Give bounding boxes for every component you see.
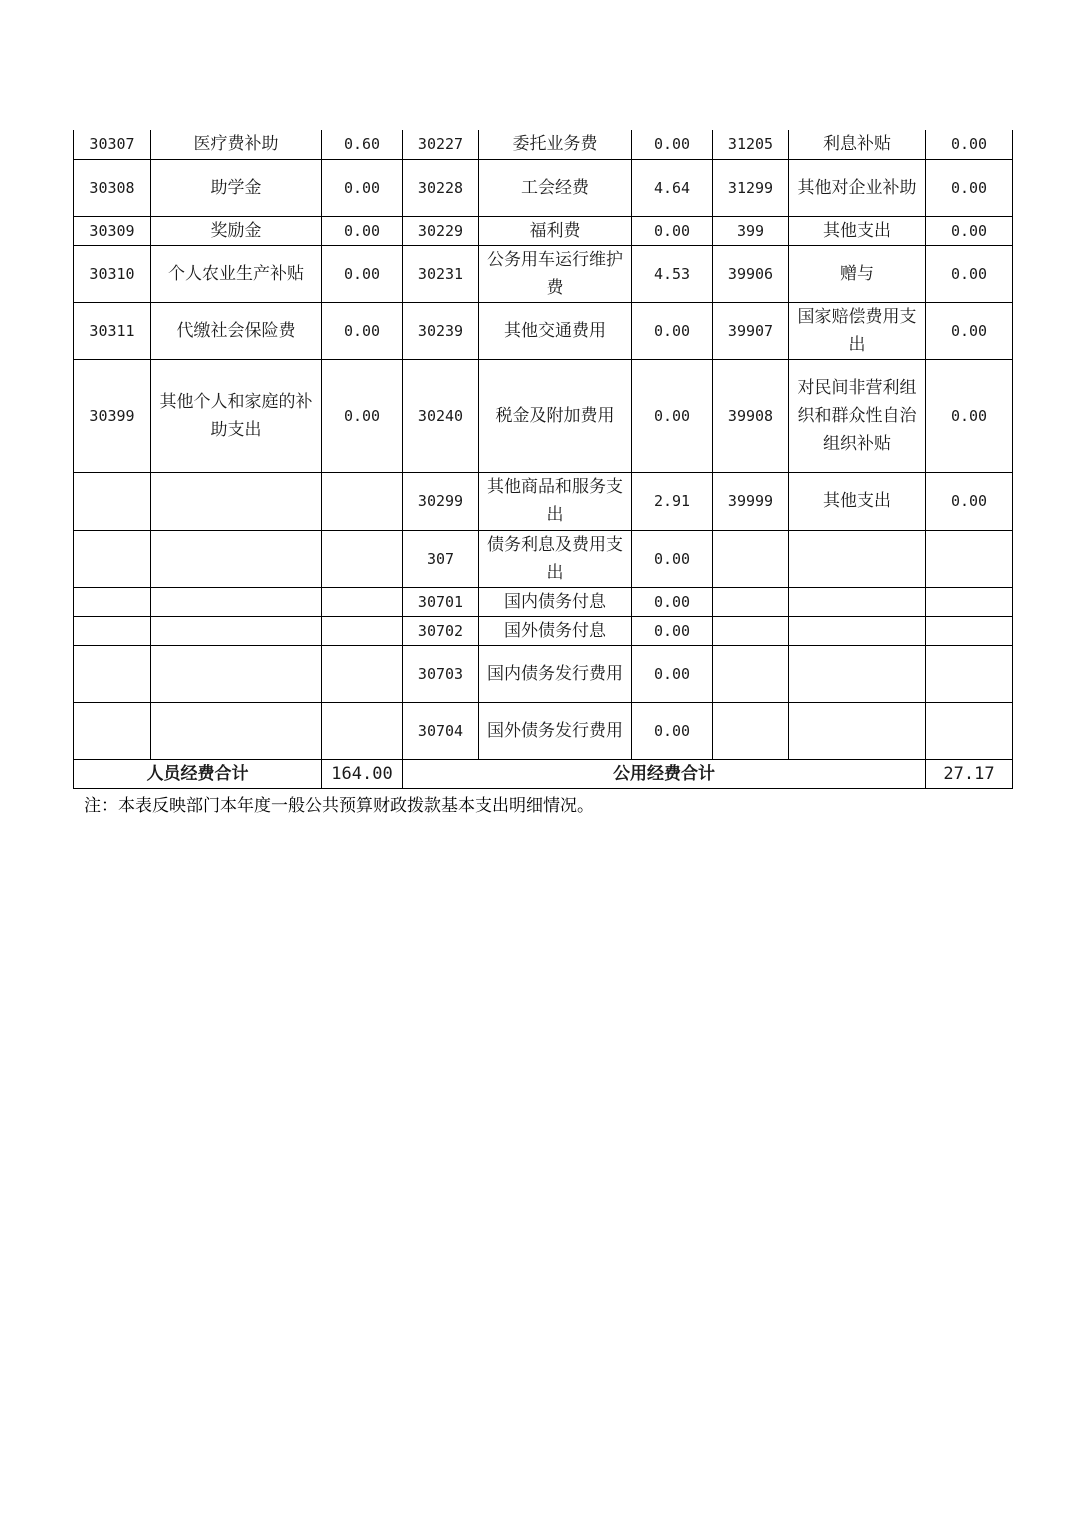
cell-name-3: 其他支出 bbox=[789, 472, 926, 530]
cell-name-2: 委托业务费 bbox=[479, 130, 632, 159]
cell-code-1 bbox=[74, 472, 151, 530]
cell-name-1 bbox=[151, 530, 322, 587]
cell-code-2: 30240 bbox=[403, 359, 479, 472]
cell-code-1 bbox=[74, 587, 151, 616]
cell-amount-1: 0.00 bbox=[322, 245, 403, 302]
cell-code-1: 30310 bbox=[74, 245, 151, 302]
cell-code-2: 30228 bbox=[403, 159, 479, 216]
cell-code-1 bbox=[74, 530, 151, 587]
cell-code-2: 30703 bbox=[403, 645, 479, 702]
cell-amount-2: 0.00 bbox=[632, 616, 713, 645]
table-row bbox=[74, 245, 1013, 302]
cell-code-1: 30308 bbox=[74, 159, 151, 216]
cell-code-1 bbox=[74, 616, 151, 645]
table-row bbox=[74, 359, 1013, 472]
cell-code-3 bbox=[713, 616, 789, 645]
cell-amount-2: 2.91 bbox=[632, 472, 713, 530]
table-row bbox=[74, 302, 1013, 359]
cell-code-2: 30702 bbox=[403, 616, 479, 645]
expenditure-detail-table bbox=[73, 130, 1013, 789]
table-footnote: 注：本表反映部门本年度一般公共预算财政拨款基本支出明细情况。 bbox=[84, 796, 594, 816]
cell-amount-3: 0.00 bbox=[926, 245, 1013, 302]
cell-amount-3: 0.00 bbox=[926, 130, 1013, 159]
table-row bbox=[74, 616, 1013, 645]
cell-code-1 bbox=[74, 645, 151, 702]
cell-amount-1 bbox=[322, 645, 403, 702]
table-row bbox=[74, 530, 1013, 587]
cell-name-1: 代缴社会保险费 bbox=[151, 302, 322, 359]
cell-name-1: 奖励金 bbox=[151, 216, 322, 245]
cell-amount-3: 0.00 bbox=[926, 302, 1013, 359]
cell-code-2: 30704 bbox=[403, 702, 479, 759]
cell-amount-1: 0.00 bbox=[322, 159, 403, 216]
cell-amount-2: 0.00 bbox=[632, 587, 713, 616]
cell-code-3: 399 bbox=[713, 216, 789, 245]
cell-amount-3 bbox=[926, 530, 1013, 587]
cell-amount-1: 0.00 bbox=[322, 302, 403, 359]
cell-amount-1 bbox=[322, 530, 403, 587]
cell-code-2: 307 bbox=[403, 530, 479, 587]
cell-name-2: 其他商品和服务支出 bbox=[479, 472, 632, 530]
cell-code-1: 30309 bbox=[74, 216, 151, 245]
table-row bbox=[74, 472, 1013, 530]
cell-code-2: 30239 bbox=[403, 302, 479, 359]
cell-amount-1 bbox=[322, 616, 403, 645]
cell-amount-2: 0.00 bbox=[632, 645, 713, 702]
cell-code-1: 30311 bbox=[74, 302, 151, 359]
cell-code-2: 30229 bbox=[403, 216, 479, 245]
totals-row bbox=[74, 759, 1013, 788]
cell-name-2: 福利费 bbox=[479, 216, 632, 245]
cell-code-1: 30399 bbox=[74, 359, 151, 472]
cell-code-3: 31299 bbox=[713, 159, 789, 216]
cell-amount-2: 0.00 bbox=[632, 216, 713, 245]
cell-code-3: 39906 bbox=[713, 245, 789, 302]
cell-name-2: 其他交通费用 bbox=[479, 302, 632, 359]
personnel-total-label: 人员经费合计 bbox=[74, 759, 322, 788]
cell-name-3 bbox=[789, 702, 926, 759]
table-body bbox=[74, 130, 1013, 759]
cell-amount-2: 0.00 bbox=[632, 130, 713, 159]
cell-code-2: 30299 bbox=[403, 472, 479, 530]
cell-name-1 bbox=[151, 616, 322, 645]
cell-code-2: 30701 bbox=[403, 587, 479, 616]
table-row bbox=[74, 130, 1013, 159]
cell-name-3: 国家赔偿费用支出 bbox=[789, 302, 926, 359]
cell-amount-3 bbox=[926, 616, 1013, 645]
cell-code-3: 39908 bbox=[713, 359, 789, 472]
cell-name-1 bbox=[151, 702, 322, 759]
cell-name-3: 其他支出 bbox=[789, 216, 926, 245]
cell-name-1: 个人农业生产补贴 bbox=[151, 245, 322, 302]
cell-name-2: 国外债务付息 bbox=[479, 616, 632, 645]
cell-name-1: 助学金 bbox=[151, 159, 322, 216]
public-total-label: 公用经费合计 bbox=[403, 759, 926, 788]
cell-code-3 bbox=[713, 587, 789, 616]
cell-name-2: 工会经费 bbox=[479, 159, 632, 216]
table-row bbox=[74, 216, 1013, 245]
cell-name-1 bbox=[151, 587, 322, 616]
cell-code-3: 39999 bbox=[713, 472, 789, 530]
cell-code-2: 30227 bbox=[403, 130, 479, 159]
cell-amount-2: 4.53 bbox=[632, 245, 713, 302]
public-total-value: 27.17 bbox=[926, 759, 1013, 788]
cell-code-3 bbox=[713, 702, 789, 759]
table-row bbox=[74, 702, 1013, 759]
cell-name-3: 对民间非营利组织和群众性自治组织补贴 bbox=[789, 359, 926, 472]
cell-amount-2: 0.00 bbox=[632, 359, 713, 472]
cell-amount-1 bbox=[322, 702, 403, 759]
cell-amount-1 bbox=[322, 587, 403, 616]
cell-name-2: 国内债务付息 bbox=[479, 587, 632, 616]
cell-name-1: 医疗费补助 bbox=[151, 130, 322, 159]
cell-amount-2: 0.00 bbox=[632, 530, 713, 587]
cell-name-3 bbox=[789, 645, 926, 702]
cell-amount-2: 0.00 bbox=[632, 702, 713, 759]
cell-name-1 bbox=[151, 472, 322, 530]
table-row bbox=[74, 587, 1013, 616]
cell-name-3: 赠与 bbox=[789, 245, 926, 302]
table-row bbox=[74, 159, 1013, 216]
cell-name-3 bbox=[789, 616, 926, 645]
cell-name-1: 其他个人和家庭的补助支出 bbox=[151, 359, 322, 472]
cell-amount-3 bbox=[926, 587, 1013, 616]
cell-name-2: 债务利息及费用支出 bbox=[479, 530, 632, 587]
cell-amount-1 bbox=[322, 472, 403, 530]
cell-amount-3 bbox=[926, 702, 1013, 759]
cell-name-1 bbox=[151, 645, 322, 702]
cell-name-3 bbox=[789, 530, 926, 587]
cell-code-3: 39907 bbox=[713, 302, 789, 359]
cell-name-2: 公务用车运行维护费 bbox=[479, 245, 632, 302]
cell-amount-1: 0.60 bbox=[322, 130, 403, 159]
cell-amount-2: 0.00 bbox=[632, 302, 713, 359]
cell-amount-2: 4.64 bbox=[632, 159, 713, 216]
cell-amount-1: 0.00 bbox=[322, 359, 403, 472]
cell-code-3 bbox=[713, 530, 789, 587]
cell-name-3: 其他对企业补助 bbox=[789, 159, 926, 216]
cell-code-3: 31205 bbox=[713, 130, 789, 159]
table-row bbox=[74, 645, 1013, 702]
cell-amount-1: 0.00 bbox=[322, 216, 403, 245]
cell-code-1 bbox=[74, 702, 151, 759]
cell-name-3 bbox=[789, 587, 926, 616]
cell-name-3: 利息补贴 bbox=[789, 130, 926, 159]
cell-amount-3: 0.00 bbox=[926, 216, 1013, 245]
cell-amount-3: 0.00 bbox=[926, 359, 1013, 472]
cell-name-2: 国外债务发行费用 bbox=[479, 702, 632, 759]
cell-amount-3: 0.00 bbox=[926, 159, 1013, 216]
cell-code-2: 30231 bbox=[403, 245, 479, 302]
expenditure-table-section bbox=[73, 130, 1012, 789]
cell-code-1: 30307 bbox=[74, 130, 151, 159]
cell-code-3 bbox=[713, 645, 789, 702]
cell-name-2: 税金及附加费用 bbox=[479, 359, 632, 472]
personnel-total-value: 164.00 bbox=[322, 759, 403, 788]
cell-name-2: 国内债务发行费用 bbox=[479, 645, 632, 702]
cell-amount-3 bbox=[926, 645, 1013, 702]
cell-amount-3: 0.00 bbox=[926, 472, 1013, 530]
